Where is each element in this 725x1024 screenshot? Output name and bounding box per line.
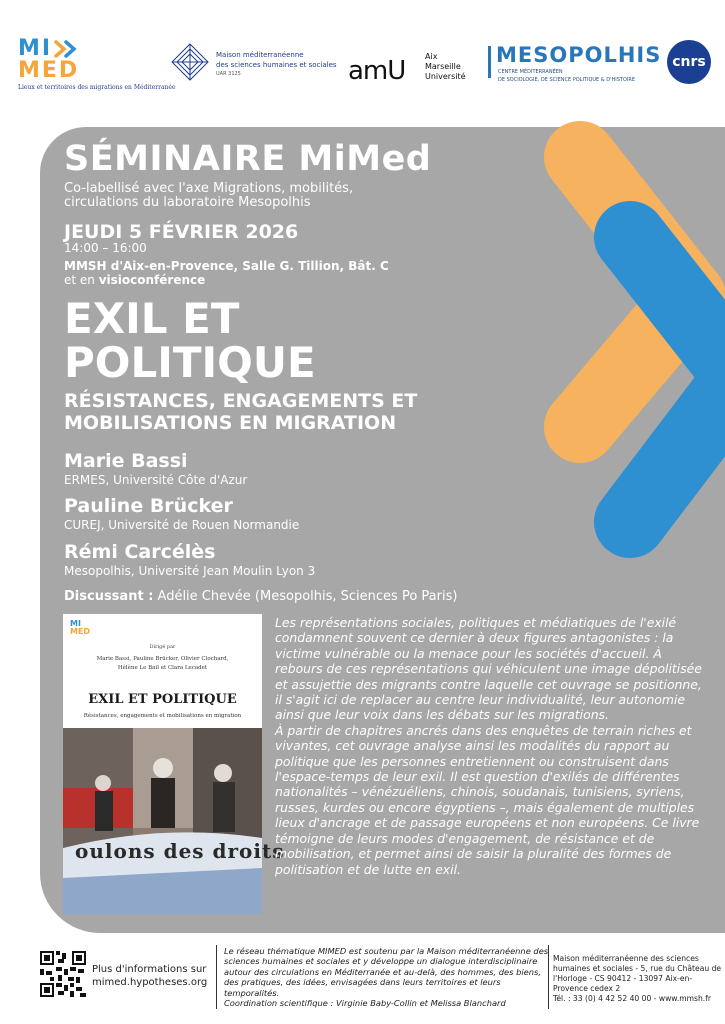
protest-photo-image (63, 728, 262, 914)
more-info-label: Plus d'informations sur (92, 964, 207, 975)
book-logo-mi: MI (70, 619, 81, 628)
speaker-affiliation: CUREJ, Université de Rouen Normandie (64, 518, 300, 532)
mesopolhis-sub1: CENTRE MÉDITERRANÉEN (498, 69, 563, 75)
book-cover (63, 614, 285, 914)
mesopolhis-logo (488, 43, 662, 90)
description-paragraph: À partir de chapitres ancrés dans des enquêtes de terrain riches et vivantes, cet ouvrage analyse ainsi les modalités du rapport au politique que les personnes entretiennent ou construisent dans l'espace-temps de leur exil. Il est question d'exilés de différentes nationalités – vénézuéliens, chinois, soudanais, tunisiens, syriens, russes, kurdes ou encore égyptiens –, mais également de multiples lieux d'ancrage et de passage européens et non européens. Ce livre témoigne de leurs modes d'engagement, de résistance et de mobilisation, et permet ainsi de saisir la pluralité des formes de politisation et de lutte en exil. (275, 722, 700, 877)
mmsh-diamond-icon (170, 42, 210, 82)
book-directed-by: Dirigé par (149, 644, 176, 650)
mimed-tagline: Lieux et territoires des migrations en Méditerranée (18, 84, 176, 91)
qr-code-icon[interactable] (40, 951, 86, 997)
discussant (64, 589, 457, 605)
mesopolhis-sub2: DE SOCIOLOGIE, DE SCIENCE POLITIQUE & D'HISTOIRE (498, 77, 636, 83)
footer-divider (548, 945, 549, 1009)
mmsh-line2: des sciences humaines et sociales (216, 61, 337, 69)
event-date: JEUDI 5 FÉVRIER 2026 (64, 221, 299, 243)
mmsh-address (553, 954, 723, 1004)
main-title-line1: EXIL ET (64, 294, 240, 343)
book-logo-med: MED (70, 627, 91, 636)
footer-divider (216, 945, 217, 1009)
speaker-name: Marie Bassi (64, 450, 188, 472)
book-title: EXIL ET POLITIQUE (88, 692, 237, 707)
mimed-logo-mi: MI (18, 36, 53, 61)
phone-text: Tél. : 33 (0) 4 42 52 40 00 - www.mmsh.fr (553, 994, 712, 1003)
subtitle-line2: MOBILISATIONS EN MIGRATION (64, 412, 397, 434)
amu-line3: Université (425, 72, 466, 81)
speaker-affiliation: ERMES, Université Côte d'Azur (64, 473, 248, 487)
book-banner-text: oulons des droits (75, 839, 285, 863)
discussant-value: Adélie Chevée (Mesopolhis, Sciences Po Paris) (157, 589, 458, 604)
network-description: Le réseau thématique MIMED est soutenu par la Maison méditerranéenne des sciences humaines et sociales et y développe un dialogue interdisciplinaire autour des circulations en Méditerranée et au-delà, des hommes, des biens, des pratiques, des idées, envisagées dans leurs territoires et leurs temporalités. (224, 946, 549, 998)
main-title-line2: POLITIQUE (64, 338, 316, 387)
colabel-text: Co-labellisé avec l'axe Migrations, mobilités, circulations du laboratoire Mesopolhis (64, 181, 354, 210)
description (275, 615, 705, 877)
mmsh-logo (170, 40, 340, 84)
book-subtitle: Résistances, engagements et mobilisations en migration (83, 713, 242, 719)
cnrs-text: cnrs (672, 54, 706, 70)
event-time: 14:00 – 16:00 (64, 241, 147, 255)
mmsh-line1: Maison méditerranéenne (216, 51, 304, 59)
mimed-logo (18, 36, 176, 92)
event-visio (64, 273, 205, 287)
speaker-name: Rémi Carcélès (64, 541, 216, 563)
series-title: SÉMINAIRE MiMed (64, 139, 432, 179)
event-place: MMSH d'Aix-en-Provence, Salle G. Tillion, Bât. C (64, 259, 389, 273)
mimed-logo-med: MED (18, 58, 80, 83)
more-info-link[interactable]: mimed.hypotheses.org (92, 977, 208, 988)
amu-line1: Aix (425, 52, 438, 61)
discussant-label: Discussant : (64, 589, 154, 604)
network-text (224, 946, 554, 1008)
amu-text (425, 52, 466, 82)
speaker-affiliation: Mesopolhis, Université Jean Moulin Lyon 3 (64, 564, 316, 578)
amu-logo (348, 54, 478, 94)
chevron-arrows-icon (54, 40, 80, 58)
cnrs-logo (667, 40, 711, 84)
coordination-text: Coordination scientifique : Virginie Baby-Collin et Melissa Blanchard (224, 998, 506, 1009)
subtitle-line1: RÉSISTANCES, ENGAGEMENTS ET (64, 390, 418, 412)
amu-mark: amU (348, 56, 406, 86)
visio-link: visioconférence (98, 273, 206, 287)
mesopolhis-bar (488, 46, 491, 78)
mesopolhis-name: MESOPOLHIS (496, 43, 662, 67)
amu-line2: Marseille (425, 62, 461, 71)
mmsh-unit: UAR 3125 (216, 71, 241, 77)
visio-prefix: et en (64, 273, 99, 287)
address-text: Maison méditerranéenne des sciences humaines et sociales - 5, rue du Château de l'Horloge - CS 90412 - 13097 Aix-en-Provence cedex 2 (553, 954, 722, 993)
speaker-name: Pauline Brücker (64, 495, 233, 517)
description-paragraph: Les représentations sociales, politiques et médiatiques de l'exilé condamnent souvent ce dernier à deux figures antagonistes : la victime vulnérable ou la menace pour les sociétés d'accueil. À rebours de ces représentations qui véhiculent une image dépolitisée et assujettie des migrants contre laquelle cet ouvrage se positionne, il s'agit ici de replacer au centre leur individualité, leur autonomie ainsi que leur voix dans les débats sur les migrations. (275, 615, 702, 723)
book-authors-line2: Hélène Le Bail et Clara Lecadet (117, 665, 208, 671)
book-authors-line1: Marie Bassi, Pauline Brücker, Olivier Clochard, (96, 656, 229, 662)
